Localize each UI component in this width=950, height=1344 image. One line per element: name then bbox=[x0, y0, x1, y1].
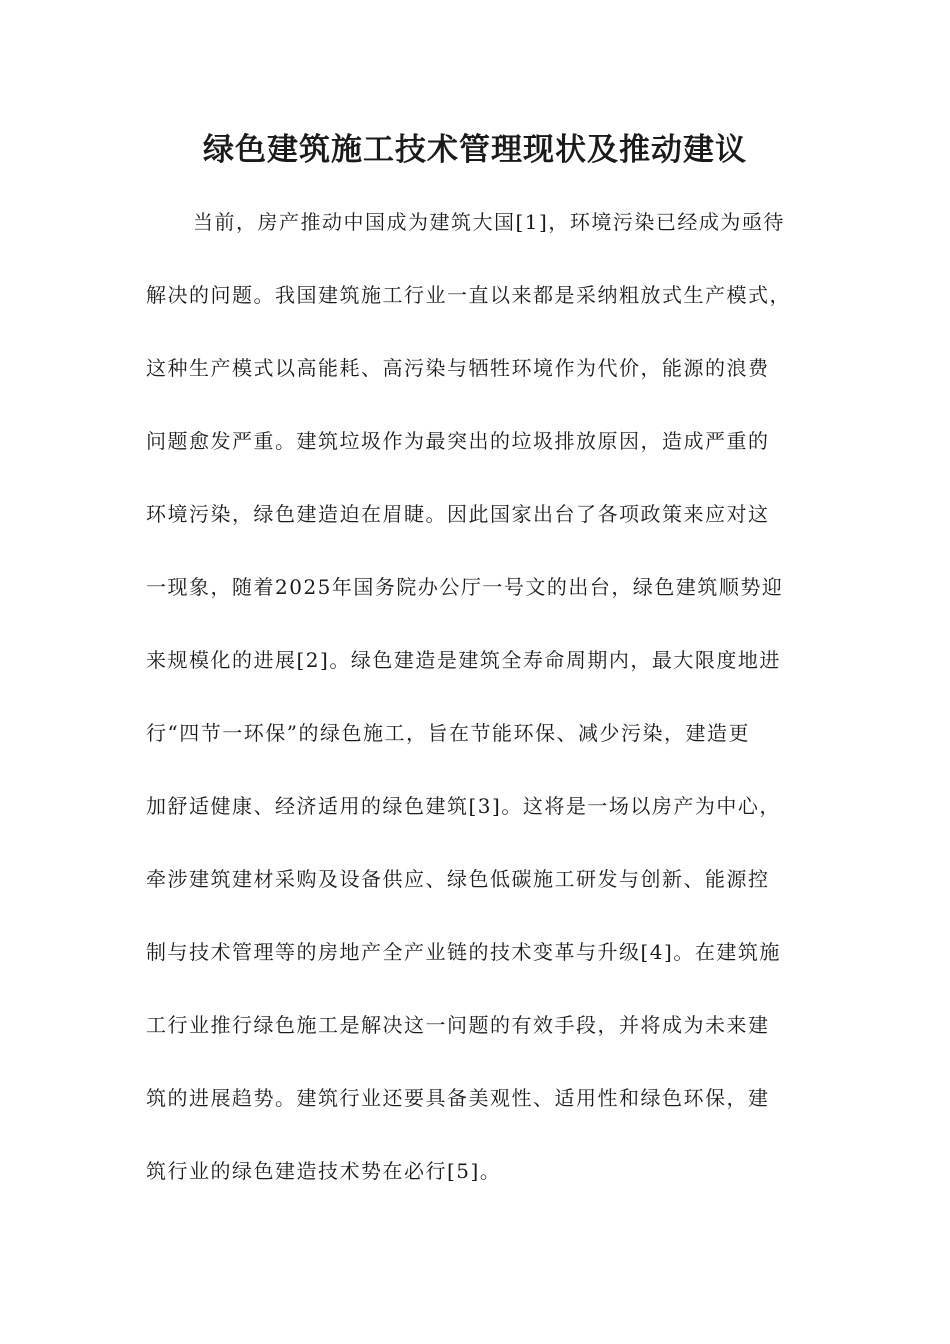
paragraph-line: 这种生产模式以高能耗、高污染与牺牲环境作为代价，能源的浪费 bbox=[146, 356, 770, 380]
paragraph-line: 牵涉建筑建材采购及设备供应、绿色低碳施工研发与创新、能源控 bbox=[146, 867, 770, 891]
paragraph-line: 当前，房产推动中国成为建筑大国[1]，环境污染已经成为亟待 bbox=[193, 210, 785, 234]
paragraph-line: 解决的问题。我国建筑施工行业一直以来都是采纳粗放式生产模式， bbox=[146, 283, 791, 307]
paragraph-line: 问题愈发严重。建筑垃圾作为最突出的垃圾排放原因，造成严重的 bbox=[146, 429, 770, 453]
paragraph-line: 加舒适健康、经济适用的绿色建筑[3]。这将是一场以房产为中心， bbox=[146, 794, 781, 818]
paragraph-line: 来规模化的进展[2]。绿色建造是建筑全寿命周期内，最大限度地进 bbox=[146, 648, 781, 672]
paragraph-line: 一现象，随着2025年国务院办公厅一号文的出台，绿色建筑顺势迎 bbox=[146, 575, 784, 599]
paragraph-line: 行“四节一环保”的绿色施工，旨在节能环保、减少污染，建造更 bbox=[146, 721, 750, 745]
paragraph-line: 制与技术管理等的房地产全产业链的技术变革与升级[4]。在建筑施 bbox=[146, 940, 781, 964]
paragraph-line: 环境污染，绿色建造迫在眉睫。因此国家出台了各项政策来应对这 bbox=[146, 502, 770, 526]
paragraph-line: 筑的进展趋势。建筑行业还要具备美观性、适用性和绿色环保，建 bbox=[146, 1086, 770, 1110]
paragraph-line: 工行业推行绿色施工是解决这一问题的有效手段，并将成为未来建 bbox=[146, 1013, 770, 1037]
document-title: 绿色建筑施工技术管理现状及推动建议 bbox=[203, 132, 747, 168]
paragraph-line: 筑行业的绿色建造技术势在必行[5]。 bbox=[146, 1159, 502, 1183]
